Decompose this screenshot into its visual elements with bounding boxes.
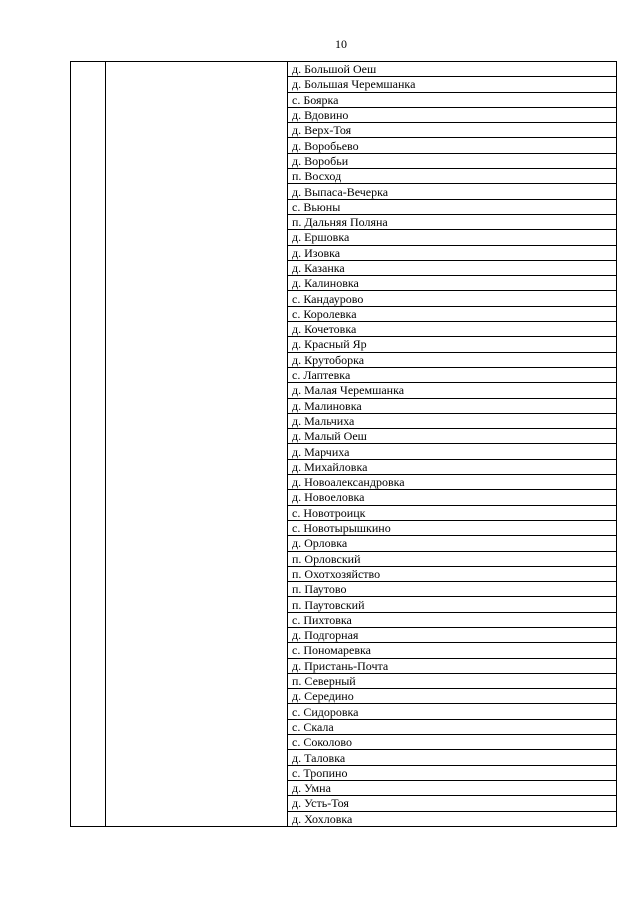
settlement-cell: с. Тропино [288,765,617,780]
settlement-cell: д. Усть-Тоя [288,796,617,811]
settlement-cell: с. Лаптевка [288,367,617,382]
settlement-cell: с. Королевка [288,306,617,321]
settlement-cell: п. Паутово [288,582,617,597]
number-column-cell [71,62,106,827]
table-row [71,62,617,77]
settlement-cell: п. Северный [288,673,617,688]
settlement-cell: д. Изовка [288,245,617,260]
settlement-cell: п. Восход [288,169,617,184]
settlements-table [70,61,617,827]
settlement-cell: с. Вьюны [288,199,617,214]
settlement-cell: д. Воробьево [288,138,617,153]
settlement-cell: с. Соколово [288,735,617,750]
settlement-cell: д. Вдовино [288,107,617,122]
settlement-cell: с. Новотроицк [288,505,617,520]
settlement-cell: п. Паутовский [288,597,617,612]
settlement-cell: д. Пристань-Почта [288,658,617,673]
settlement-cell: д. Воробьи [288,153,617,168]
settlement-cell: д. Малая Черемшанка [288,383,617,398]
settlement-cell: с. Сидоровка [288,704,617,719]
settlement-cell: д. Подгорная [288,627,617,642]
settlement-cell: с. Боярка [288,92,617,107]
settlement-cell: п. Орловский [288,551,617,566]
settlement-cell: с. Кандаурово [288,291,617,306]
settlement-cell: д. Михайловка [288,459,617,474]
settlement-cell: д. Казанка [288,260,617,275]
settlement-cell: с. Новотырышкино [288,520,617,535]
settlement-cell: с. Пихтовка [288,612,617,627]
settlement-cell: д. Марчиха [288,444,617,459]
settlement-cell: д. Орловка [288,536,617,551]
settlement-cell: с. Скала [288,719,617,734]
settlement-cell: п. Охотхозяйство [288,566,617,581]
settlement-cell: п. Дальняя Поляна [288,214,617,229]
settlement-cell: д. Мальчиха [288,413,617,428]
settlement-cell: д. Большой Оеш [288,62,617,77]
settlement-cell: д. Новоалександровка [288,475,617,490]
settlement-cell: д. Большая Черемшанка [288,77,617,92]
municipality-column-cell [106,62,288,827]
settlement-cell: д. Середино [288,689,617,704]
settlement-cell: д. Выпаса-Вечерка [288,184,617,199]
settlement-cell: д. Верх-Тоя [288,123,617,138]
settlements-table-body [71,62,617,827]
settlement-cell: с. Пономаревка [288,643,617,658]
settlement-cell: д. Крутоборка [288,352,617,367]
settlement-cell: д. Малиновка [288,398,617,413]
settlement-cell: д. Умна [288,780,617,795]
settlement-cell: д. Хохловка [288,811,617,826]
settlement-cell: д. Красный Яр [288,337,617,352]
settlement-cell: д. Малый Оеш [288,429,617,444]
settlement-cell: д. Новоеловка [288,490,617,505]
settlement-cell: д. Кочетовка [288,322,617,337]
settlement-cell: д. Ершовка [288,230,617,245]
settlement-cell: д. Калиновка [288,276,617,291]
page-number: 10 [335,37,347,51]
settlement-cell: д. Таловка [288,750,617,765]
